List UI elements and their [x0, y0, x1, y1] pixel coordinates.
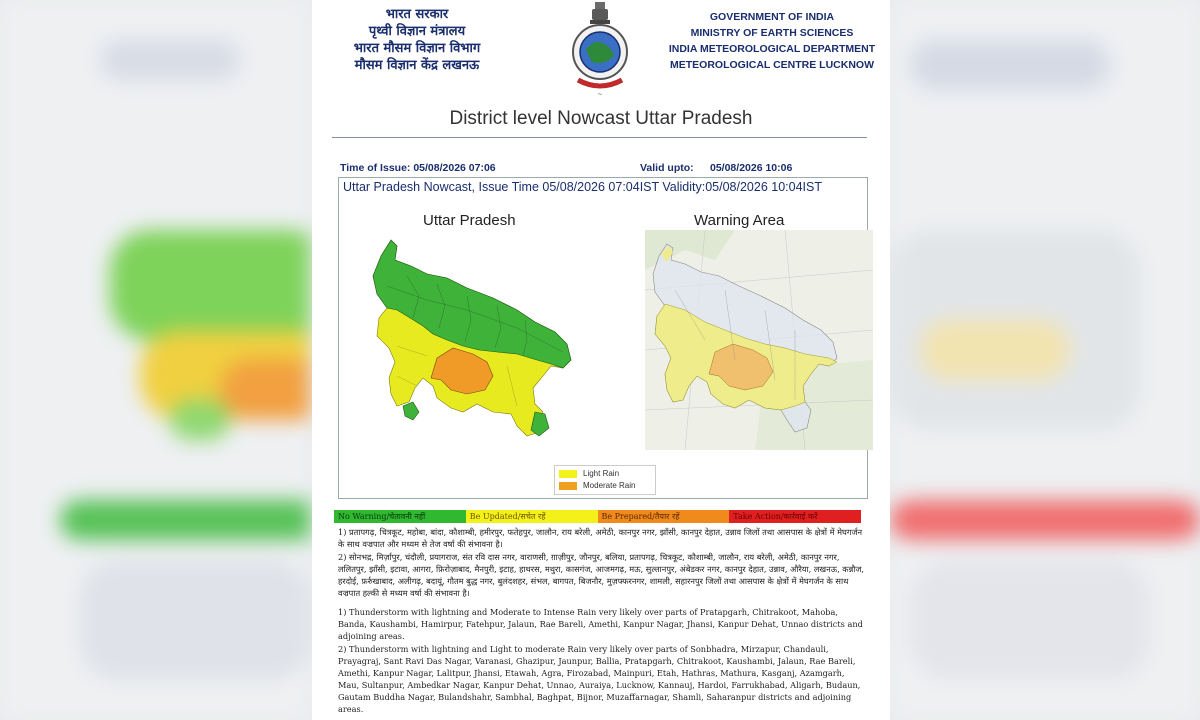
legend-item-light-rain [559, 468, 619, 479]
nowcast-document [312, 0, 890, 720]
bulletin-english-1: 1) Thunderstorm with lightning and Moderate to Intense Rain very likely over parts of Pratapgarh, Chitrakoot, Mahoba, Banda, Kaushambi, Hamirpur, Fatehpur, Jalaun, Rae Bareli, Amethi, Kanpur Nagar, Jhansi, Kanpur Dehat, Unnao districts and adjoining areas. [338, 607, 863, 641]
legend-swatch [559, 470, 577, 478]
valid-upto-label: Valid upto: [640, 162, 694, 174]
page-title: District level Nowcast Uttar Pradesh [449, 108, 753, 129]
english-line: GOVERNMENT OF INDIA [709, 11, 835, 23]
nowcast-map-panel [338, 177, 868, 499]
legend-label: Light Rain [583, 469, 620, 478]
warning-level-no-warning: No Warning/चेतावनी नहीं [334, 510, 466, 523]
up-district-map [367, 236, 587, 446]
english-line: INDIA METEOROLOGICAL DEPARTMENT [668, 43, 876, 55]
warning-level-take-action: Take Action/कार्रवाई करें [729, 510, 861, 523]
background-left-blur [0, 0, 310, 720]
bulletin-english-2: 2) Thunderstorm with lightning and Light to moderate Rain very likely over parts of Sonbhadra, Mirzapur, Chandauli, Prayagraj, Sant Ravi Das Nagar, Varanasi, Ghazipur, Jaunpur, Ballia, Pratapgarh, Chitrakoot, Kaushambi, Jalaun, Rae Bareli, Amethi, Kanpur Nagar, Lalitpur, Jhansi, Etawah, Agra, Firozabad, Mainpuri, Etah, Hathras, Mathura, Kasganj, Azamgarh, Mau, Sultanpur, Ambedkar Nagar, Kanpur Dehat, Unnao, Auraiya, Lucknow, Kannauj, Hardoi, Farrukhabad, Aligarh, Budaun, Gautam Buddha Nagar, Bulandshahr, Sambhal, Baghpat, Bijnor, Muzaffarnagar, Shamli, Saharanpur districts and adjoining areas. [338, 644, 861, 714]
valid-upto-value: 05/08/2026 10:06 [710, 162, 793, 174]
imd-emblem-icon [570, 0, 630, 98]
legend-swatch [559, 482, 577, 490]
warning-area-map [645, 230, 875, 450]
right-map-title: Warning Area [694, 212, 785, 229]
hindi-line: भारत मौसम विज्ञान विभाग [353, 41, 481, 56]
background-right-blur [890, 0, 1200, 720]
warning-level-be-updated: Be Updated/सचेत रहें [466, 510, 598, 523]
legend-label: Moderate Rain [583, 481, 636, 490]
warning-level-be-prepared: Be Prepared/तैयार रहें [598, 510, 730, 523]
bulletin-hindi-1: 1) प्रतापगढ़, चित्रकूट, महोबा, बांदा, कौशाम्बी, हमीरपुर, फतेहपुर, जालौन, राय बरेली, अमेठी, कानपुर नगर, झाँसी, कानपुर देहात, उन्नाव जिलों तथा आसपास के क्षेत्रों में मेघगर्जन के साथ वज्रपात और मध्यम से तेज वर्षा की संभावना है। [338, 527, 863, 549]
english-line: METEOROLOGICAL CENTRE LUCKNOW [670, 59, 874, 71]
time-of-issue: Time of Issue: 05/08/2026 07:06 [340, 162, 496, 174]
hindi-line: मौसम विज्ञान केंद्र लखनऊ [354, 58, 480, 73]
english-line: MINISTRY OF EARTH SCIENCES [690, 27, 854, 39]
svg-text:~: ~ [597, 91, 603, 98]
map-heading: Uttar Pradesh Nowcast, Issue Time 05/08/2026 07:04IST Validity:05/08/2026 10:04IST [343, 180, 822, 194]
hindi-header [352, 6, 482, 74]
english-header [657, 9, 887, 73]
warning-level-bar [334, 510, 861, 523]
map-legend [554, 465, 656, 495]
title-divider [332, 137, 867, 138]
bulletin-hindi-2: 2) सोनभद्र, मिर्ज़ापुर, चंदौली, प्रयागराज, संत रवि दास नगर, वाराणसी, ग़ाज़ीपुर, जौनपुर, बलिया, प्रतापगढ़, चित्रकूट, कौशाम्बी, जालौन, राय बरेली, अमेठी, कानपुर नगर, ललितपुर, झाँसी, इटावा, आगरा, फ़िरोज़ाबाद, मैनपुरी, इटाह, हाथरस, मथुरा, कासगंज, आजमगढ़, मऊ, सुल्तानपुर, अंबेडकर नगर, कानपुर देहात, उन्नाव, औरैया, लखनऊ, कन्नौज, हरदोई, फ़र्रुखाबाद, अलीगढ़, बदायूं, गौतम बुद्ध नगर, बुलंदशहर, संभल, बागपत, बिजनौर, मुज़फ्फरनगर, शामली, सहारनपुर जिलों तथा आसपास के क्षेत्रों में मेघगर्जन के साथ वज्रपात हल्की से मध्यम वर्षा की संभावना है। [338, 552, 865, 598]
legend-item-moderate-rain [559, 480, 635, 491]
hindi-line: पृथ्वी विज्ञान मंत्रालय [368, 24, 466, 39]
left-map-title: Uttar Pradesh [423, 212, 516, 229]
hindi-line: भारत सरकार [385, 7, 449, 22]
